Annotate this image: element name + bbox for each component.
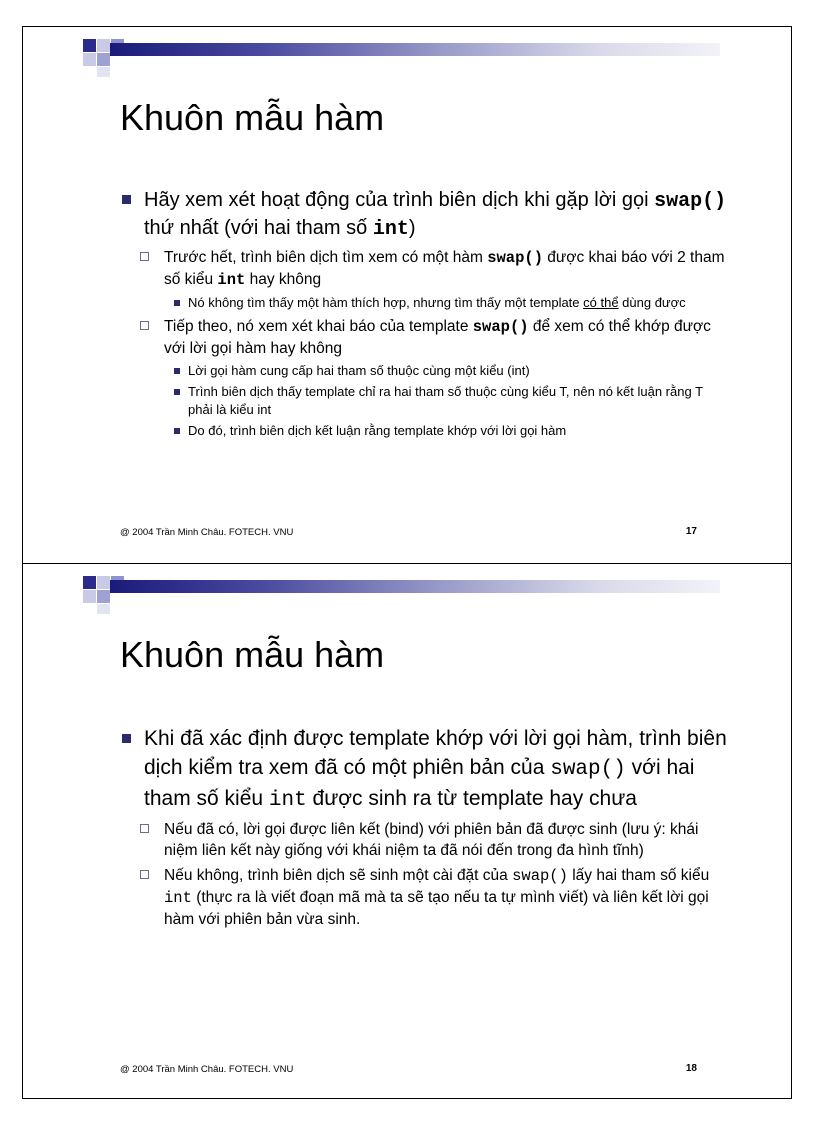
header-gradient-band [110, 580, 720, 593]
page-number: 18 [685, 1063, 697, 1074]
small-square-bullet-icon [174, 300, 180, 306]
bullet-level3: Nó không tìm thấy một hàm thích hợp, nhưng tìm thấy một template có thể dùng được [120, 294, 730, 312]
bullet-level2: Trước hết, trình biên dịch tìm xem có một hàm swap() được khai báo với 2 tham số kiểu int hay không [120, 247, 730, 291]
bullet-level1: Khi đã xác định được template khớp với lời gọi hàm, trình biên dịch kiểm tra xem đã có một phiên bản của swap() với hai tham số kiểu int được sinh ra từ template hay chưa [120, 724, 730, 815]
slide-content [120, 724, 730, 930]
bullet-level3: Trình biên dịch thấy template chỉ ra hai tham số thuộc cùng kiểu T, nên nó kết luận rằng T phải là kiểu int [120, 383, 730, 419]
square-bullet-icon [122, 734, 131, 743]
bullet-level2: Tiếp theo, nó xem xét khai báo của template swap() để xem có thể khớp được với lời gọi hàm hay không [120, 316, 730, 359]
hollow-square-bullet-icon [140, 252, 149, 261]
hollow-square-bullet-icon [140, 824, 149, 833]
hollow-square-bullet-icon [140, 321, 149, 330]
slide-title: Khuôn mẫu hàm [120, 634, 385, 675]
bullet-level3: Lời gọi hàm cung cấp hai tham số thuộc cùng một kiểu (int) [120, 362, 730, 380]
bullet-level1: Hãy xem xét hoạt động của trình biên dịch khi gặp lời gọi swap() thứ nhất (với hai tham số int) [120, 187, 730, 243]
slide-title: Khuôn mẫu hàm [120, 97, 385, 138]
slide-17 [23, 27, 791, 563]
bullet-level2: Nếu đã có, lời gọi được liên kết (bind) với phiên bản đã được sinh (lưu ý: khái niệm liên kết này giống với khái niệm ta đã nói đến trong đa hình tĩnh) [120, 819, 730, 861]
page-number: 17 [685, 526, 697, 537]
small-square-bullet-icon [174, 428, 180, 434]
bullet-level3: Do đó, trình biên dịch kết luận rằng template khớp với lời gọi hàm [120, 422, 730, 440]
bullet-level2: Nếu không, trình biên dịch sẽ sinh một cài đặt của swap() lấy hai tham số kiểu int (thực ra là viết đoạn mã mà ta sẽ tạo nếu ta tự mình viết) và liên kết lời gọi hàm với phiên bản vừa sinh. [120, 865, 730, 930]
slide-content [120, 187, 730, 440]
small-square-bullet-icon [174, 368, 180, 374]
footer-copyright: @ 2004 Trần Minh Châu. FOTECH. VNU [120, 1064, 294, 1075]
header-gradient-band [110, 43, 720, 56]
square-bullet-icon [122, 195, 131, 204]
footer-copyright: @ 2004 Trần Minh Châu. FOTECH. VNU [120, 527, 294, 538]
slide-18 [23, 564, 791, 1100]
hollow-square-bullet-icon [140, 870, 149, 879]
small-square-bullet-icon [174, 389, 180, 395]
